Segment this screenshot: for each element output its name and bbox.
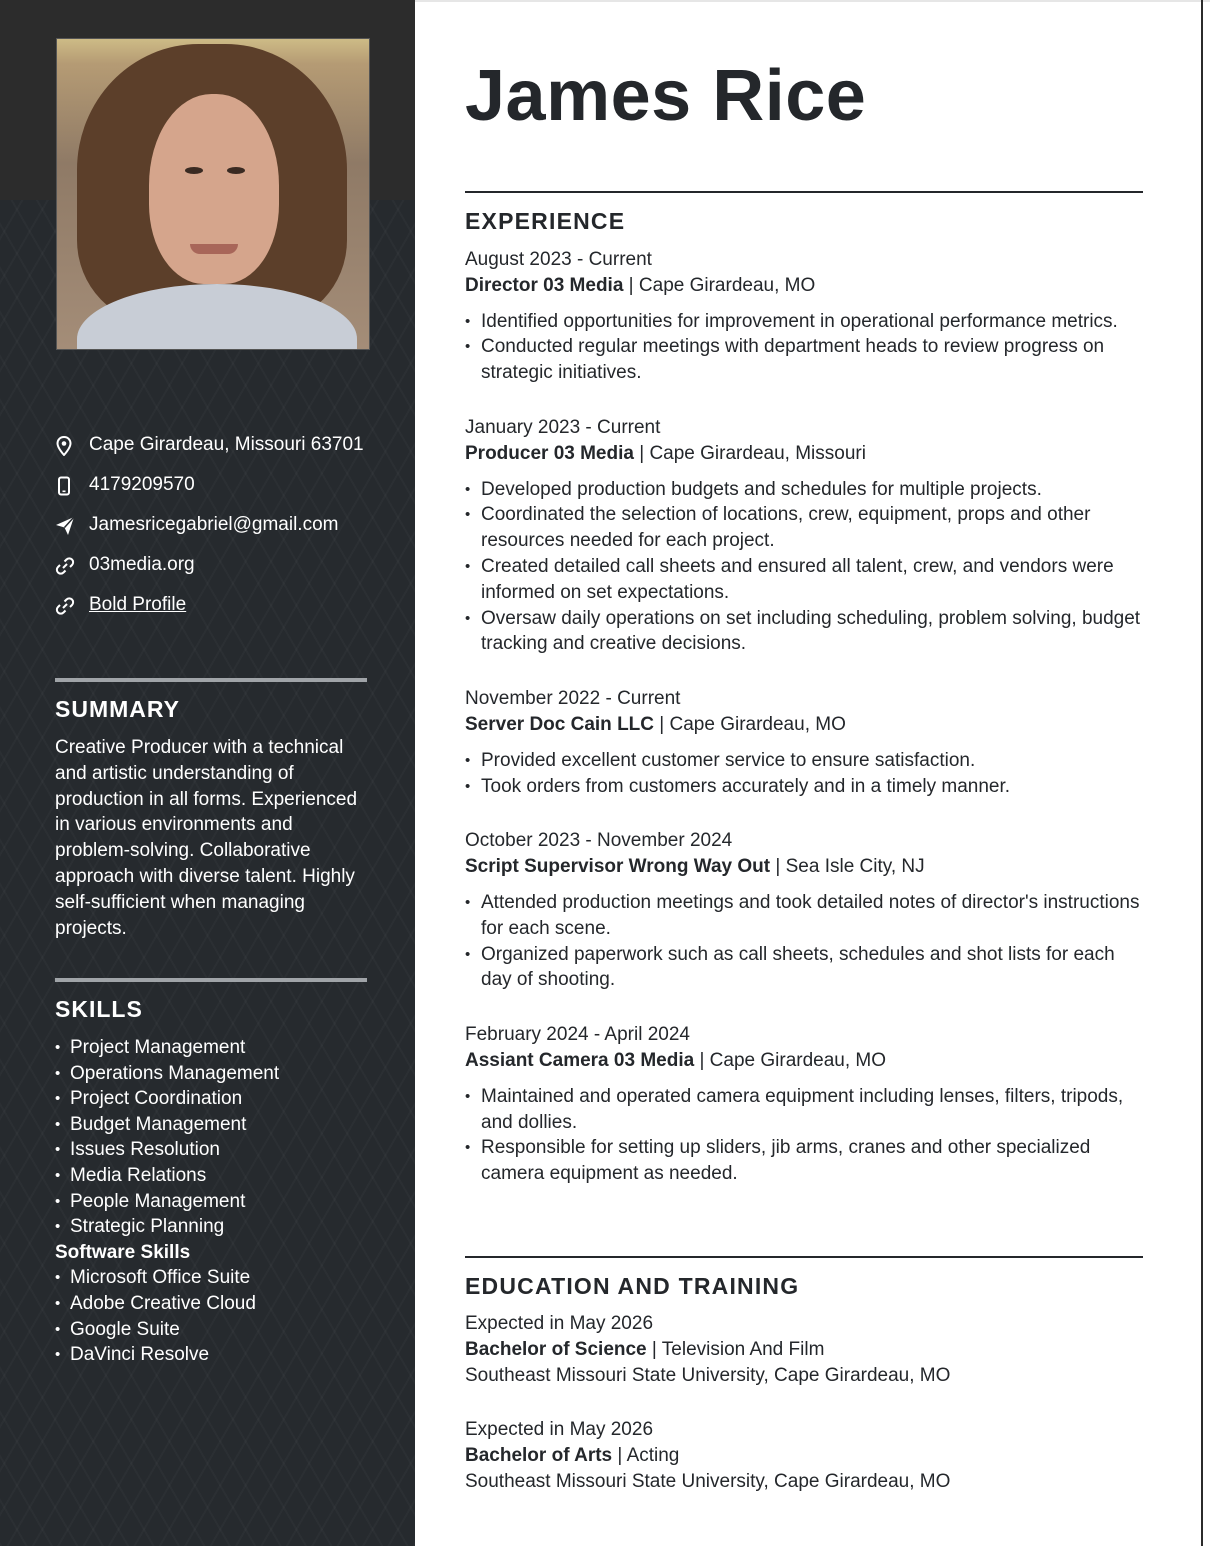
software-skill-item: • Adobe Creative Cloud <box>55 1291 375 1317</box>
skill-item: • Project Management <box>55 1035 375 1061</box>
job-bullet: • Took orders from customers accurately and in a timely manner. <box>465 774 1145 800</box>
contact-location <box>55 432 375 458</box>
job-entry <box>465 415 1145 657</box>
job-role: Server Doc Cain LLC <box>465 713 654 735</box>
skill-item: • Budget Management <box>55 1112 375 1138</box>
skills-heading: SKILLS <box>55 996 143 1022</box>
job-bullets <box>465 748 1145 800</box>
skill-item: • Strategic Planning <box>55 1214 375 1240</box>
degree-date: Expected in May 2026 <box>465 1313 654 1334</box>
job-bullet: • Provided excellent customer service to ensure satisfaction. <box>465 748 1145 774</box>
phone-icon <box>55 472 89 496</box>
job-location: Cape Girardeau, MO <box>669 713 846 735</box>
experience-heading: EXPERIENCE <box>465 208 626 234</box>
candidate-name: James Rice <box>465 56 867 136</box>
experience-divider <box>465 191 1143 193</box>
summary-text: Creative Producer with a technical and artistic understanding of production in all forms. Experienced in various environments and problem-solving. Collaborative approach with diverse talent. Highly self-sufficient when managing projects. <box>55 737 358 939</box>
job-bullets <box>465 890 1145 993</box>
job-entry <box>465 828 1145 993</box>
job-bullet: • Organized paperwork such as call sheets, schedules and shot lists for each day of shooting. <box>465 942 1145 994</box>
job-bullet: • Responsible for setting up sliders, jib arms, cranes and other specialized camera equipment as needed. <box>465 1135 1145 1187</box>
software-skill-item: • Google Suite <box>55 1317 375 1343</box>
job-location: Sea Isle City, NJ <box>785 856 925 878</box>
skill-item: • Operations Management <box>55 1061 375 1087</box>
skill-item: • Media Relations <box>55 1163 375 1189</box>
job-role: Assiant Camera 03 Media <box>465 1049 695 1071</box>
job-title-line: Assiant Camera 03 Media | Cape Girardeau, MO <box>465 1049 887 1071</box>
skill-item: • Project Coordination <box>55 1086 375 1112</box>
contact-website-text: 03media.org <box>89 554 195 575</box>
job-dates: January 2023 - Current <box>465 416 661 438</box>
summary-divider <box>55 678 367 682</box>
degree-entry <box>465 1311 1145 1388</box>
page-top-edge <box>415 0 1210 2</box>
paper-plane-icon <box>55 512 89 536</box>
degree-field: Acting <box>626 1445 680 1467</box>
sidebar <box>0 0 415 1546</box>
experience-list <box>465 247 1145 1216</box>
profile-photo <box>56 38 370 350</box>
job-entry <box>465 247 1145 386</box>
job-title-line: Producer 03 Media | Cape Girardeau, Missouri <box>465 442 866 464</box>
job-role: Producer 03 Media <box>465 442 634 464</box>
link-icon <box>55 552 89 576</box>
job-bullet: • Identified opportunities for improvement in operational performance metrics. <box>465 309 1145 335</box>
job-role: Director 03 Media <box>465 274 624 296</box>
job-bullet: • Developed production budgets and schedules for multiple projects. <box>465 477 1145 503</box>
skills-divider <box>55 978 367 982</box>
job-entry <box>465 1022 1145 1187</box>
contact-phone-text: 4179209570 <box>89 474 195 495</box>
job-bullet: • Coordinated the selection of locations, crew, equipment, props and other resources needed for each project. <box>465 502 1145 554</box>
degree-school: Southeast Missouri State University, Cape Girardeau, MO <box>465 1364 951 1386</box>
software-skills-list <box>55 1265 375 1367</box>
contact-location-text: Cape Girardeau, Missouri 63701 <box>89 434 364 455</box>
contact-website <box>55 552 375 578</box>
job-bullet: • Created detailed call sheets and ensured all talent, crew, and vendors were informed on set expectations. <box>465 554 1145 606</box>
job-title-line: Script Supervisor Wrong Way Out | Sea Isle City, NJ <box>465 856 925 878</box>
job-bullet: • Conducted regular meetings with department heads to review progress on strategic initiatives. <box>465 334 1145 386</box>
job-dates: August 2023 - Current <box>465 249 652 270</box>
skills-list <box>55 1035 375 1240</box>
job-title-line: Server Doc Cain LLC | Cape Girardeau, MO <box>465 713 846 735</box>
skills-section <box>55 1035 375 1368</box>
job-dates: February 2024 - April 2024 <box>465 1024 690 1046</box>
summary-heading: SUMMARY <box>55 696 180 722</box>
degree-title-line: Bachelor of Arts | Acting <box>465 1445 680 1467</box>
degree-name: Bachelor of Science <box>465 1338 647 1360</box>
job-bullets <box>465 309 1145 386</box>
education-heading: EDUCATION AND TRAINING <box>465 1273 800 1299</box>
job-entry <box>465 686 1145 799</box>
job-bullet: • Attended production meetings and took detailed notes of director's instructions for each scene. <box>465 890 1145 942</box>
software-skill-item: • Microsoft Office Suite <box>55 1265 375 1291</box>
degree-date: Expected in May 2026 <box>465 1419 654 1441</box>
bold-profile-link[interactable]: Bold Profile <box>89 594 187 615</box>
job-dates: October 2023 - November 2024 <box>465 830 733 852</box>
job-bullets <box>465 477 1145 658</box>
degree-entry <box>465 1417 1145 1494</box>
degree-name: Bachelor of Arts <box>465 1445 613 1467</box>
contact-email-text: Jamesricegabriel@gmail.com <box>89 514 339 535</box>
skill-item: • Issues Resolution <box>55 1137 375 1163</box>
software-skill-item: • DaVinci Resolve <box>55 1342 375 1368</box>
skill-item: • People Management <box>55 1189 375 1215</box>
job-location: Cape Girardeau, MO <box>709 1049 887 1071</box>
job-location: Cape Girardeau, MO <box>638 274 816 296</box>
degree-school: Southeast Missouri State University, Cape Girardeau, MO <box>465 1470 951 1492</box>
contact-profile <box>55 592 375 618</box>
degree-field: Television And Film <box>661 1338 825 1360</box>
contact-email <box>55 512 375 538</box>
job-role: Script Supervisor Wrong Way Out <box>465 856 771 878</box>
job-dates: November 2022 - Current <box>465 688 681 710</box>
job-bullet: • Maintained and operated camera equipment including lenses, filters, tripods, and dollies. <box>465 1084 1145 1136</box>
contact-phone <box>55 472 375 498</box>
job-bullet: • Oversaw daily operations on set including scheduling, problem solving, budget tracking and creative decisions. <box>465 606 1145 658</box>
software-skills-heading: Software Skills <box>55 1241 191 1263</box>
job-location: Cape Girardeau, Missouri <box>649 442 866 464</box>
degree-title-line: Bachelor of Science | Television And Film <box>465 1338 825 1360</box>
job-title-line: Director 03 Media | Cape Girardeau, MO <box>465 274 816 296</box>
location-pin-icon <box>55 432 89 456</box>
link-icon <box>55 592 89 616</box>
contact-list <box>55 432 375 632</box>
job-bullets <box>465 1084 1145 1187</box>
education-list <box>465 1311 1145 1524</box>
education-divider <box>465 1256 1143 1258</box>
page-right-edge <box>1201 0 1203 1546</box>
